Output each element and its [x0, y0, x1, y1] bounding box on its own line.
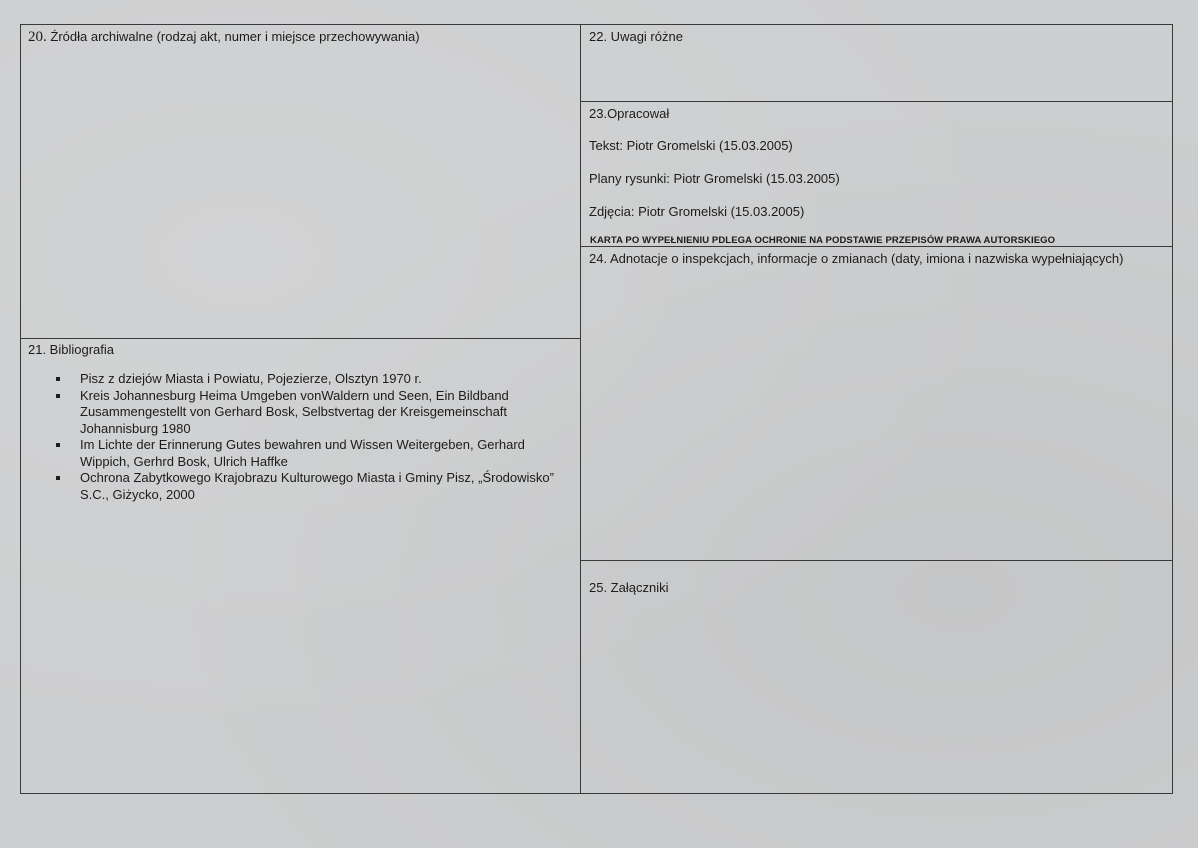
- section-24-title: 24. Adnotacje o inspekcjach, informacje o zmianach (daty, imiona i nazwiska wypełniających): [589, 251, 1124, 266]
- bottom-border: [20, 793, 1173, 794]
- divider-20-21: [20, 338, 581, 339]
- bibliography-item-text: Pisz z dziejów Miasta i Powiatu, Pojezierze, Olsztyn 1970 r.: [80, 371, 422, 386]
- section-20-heading: [28, 29, 420, 45]
- section-20-title: Źródła archiwalne (rodzaj akt, numer i miejsce przechowywania): [50, 29, 420, 44]
- divider-23-24: [580, 246, 1173, 247]
- author-plans-line: Plany rysunki: Piotr Gromelski (15.03.2005): [589, 171, 840, 186]
- bibliography-item: [56, 371, 576, 388]
- section-25-title: 25. Załączniki: [589, 580, 669, 595]
- divider-22-23: [580, 101, 1173, 102]
- divider-24-25: [580, 560, 1173, 561]
- bibliography-item: [56, 388, 576, 438]
- left-border: [20, 24, 21, 794]
- bibliography-item-text: Kreis Johannesburg Heima Umgeben vonWaldern und Seen, Ein Bildband Zusammengestellt von Gerhard Bosk, Selbstvertag der Kreisgemeinschaft Johannisburg 1980: [80, 387, 509, 436]
- bibliography-list: [56, 371, 576, 503]
- section-20-number: 20.: [28, 29, 47, 45]
- section-21-title: 21. Bibliografia: [28, 342, 114, 357]
- section-23-title: 23.Opracował: [589, 106, 670, 121]
- center-divider: [580, 24, 581, 794]
- copyright-notice: KARTA PO WYPEŁNIENIU PDLEGA OCHRONIE NA PODSTAWIE PRZEPISÓW PRAWA AUTORSKIEGO: [590, 235, 1056, 246]
- bullet-icon: [56, 443, 60, 447]
- bullet-icon: [56, 394, 60, 398]
- bullet-icon: [56, 476, 60, 480]
- top-border: [20, 24, 1173, 25]
- section-22-title: 22. Uwagi różne: [589, 29, 683, 44]
- author-text-line: Tekst: Piotr Gromelski (15.03.2005): [589, 138, 793, 153]
- author-photos-line: Zdjęcia: Piotr Gromelski (15.03.2005): [589, 204, 805, 219]
- bibliography-item-text: Ochrona Zabytkowego Krajobrazu Kulturowego Miasta i Gminy Pisz, „Środowisko” S.C., Giżycko, 2000: [80, 470, 554, 502]
- bibliography-item-text: Im Lichte der Erinnerung Gutes bewahren und Wissen Weitergeben, Gerhard Wippich, Gerhrd Bosk, Ulrich Haffke: [80, 437, 525, 469]
- bullet-icon: [56, 377, 60, 381]
- right-border: [1172, 24, 1173, 794]
- bibliography-item: [56, 437, 576, 470]
- bibliography-item: [56, 470, 576, 503]
